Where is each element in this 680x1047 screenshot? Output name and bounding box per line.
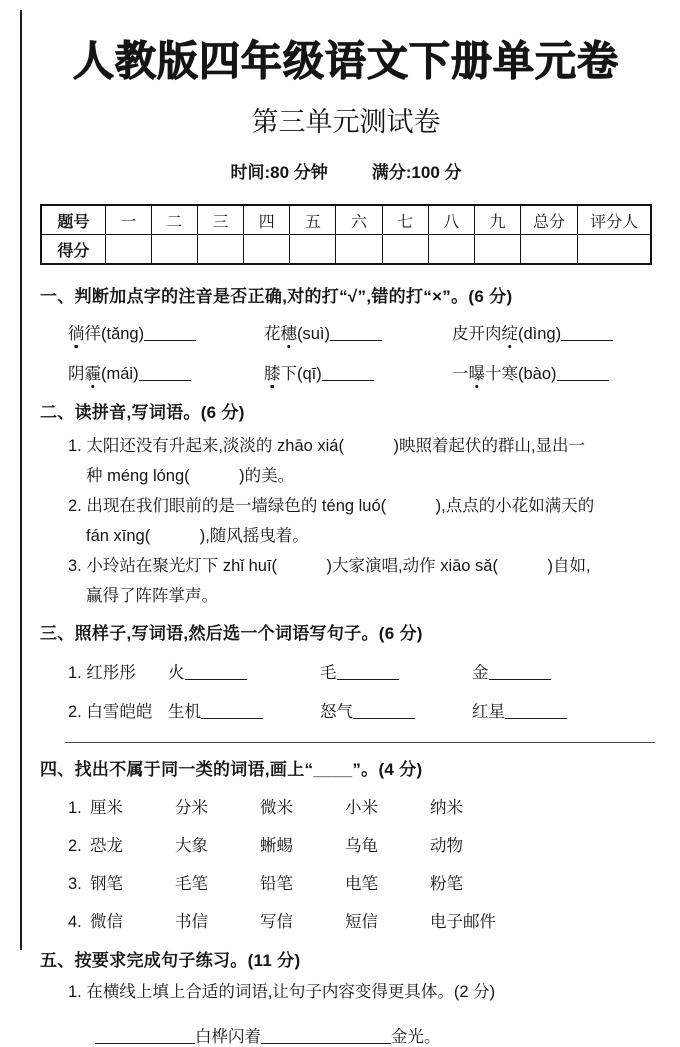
score-cell: [290, 235, 336, 265]
score-cell: [474, 235, 520, 265]
answer-blank: [353, 714, 415, 719]
score-table: [40, 204, 652, 265]
paper-meta: [40, 158, 652, 183]
word-option: 动物: [430, 837, 463, 856]
word-option: 电笔: [345, 875, 378, 894]
word-option: 大象: [175, 837, 208, 856]
pinyin-check-item: 膝下(qī): [264, 360, 452, 384]
word-option: 电子邮件: [430, 913, 496, 932]
question-line: 1. 在横线上填上合适的词语,让句子内容变得更具体。(2 分): [68, 983, 496, 1002]
dotted-char: 绽: [502, 320, 519, 344]
word-option: 微信: [90, 913, 123, 932]
word-pattern-row: [40, 659, 652, 683]
row-number: 2.: [68, 837, 82, 856]
answer-blank: [489, 675, 551, 680]
section1-heading: 一、判断加点字的注音是否正确,对的打“√”,错的打“×”。(6 分): [40, 287, 513, 307]
question-line: 赢得了阵阵掌声。: [86, 587, 218, 606]
answer-blank: [322, 376, 374, 381]
pinyin-check-item: 徜徉(tǎng): [68, 320, 264, 344]
section2-items: [40, 431, 652, 611]
section5-heading: 五、按要求完成句子练习。(11 分): [40, 951, 301, 971]
word-option: 厘米: [90, 799, 123, 818]
col-header: 三: [197, 205, 243, 235]
dotted-char: 穗: [281, 320, 298, 344]
paper-title: 人教版四年级语文下册单元卷: [73, 38, 619, 84]
col-header: 八: [428, 205, 474, 235]
answer-blank: [261, 1039, 391, 1044]
score-cell: [197, 235, 243, 265]
odd-one-out-row: [40, 794, 652, 818]
col-header: 一: [105, 205, 151, 235]
answer-blank: [144, 336, 196, 341]
section3-heading: 三、照样子,写词语,然后选一个词语写句子。(6 分): [40, 624, 423, 644]
score-cell: [244, 235, 290, 265]
score-cell: [151, 235, 197, 265]
answer-blank: [185, 675, 247, 680]
word-stem: 红星: [472, 703, 505, 722]
section4-heading: 四、找出不属于同一类的词语,画上“____”。(4 分): [40, 760, 423, 780]
word-option: 书信: [175, 913, 208, 932]
word-stem: 生机: [168, 703, 201, 722]
fill-text: 金光。: [391, 1028, 441, 1047]
col-header: 七: [382, 205, 428, 235]
col-header: 六: [336, 205, 382, 235]
dotted-char: 霾: [85, 360, 102, 384]
word-option: 乌龟: [345, 837, 378, 856]
answer-blank: [201, 714, 263, 719]
score-table-header-row: [41, 205, 651, 235]
row-number: 4.: [68, 913, 82, 932]
page-left-margin-rule: [20, 10, 22, 950]
col-header: 二: [151, 205, 197, 235]
dotted-char: 膝: [264, 360, 281, 384]
col-header: 五: [290, 205, 336, 235]
word-option: 分米: [175, 799, 208, 818]
paper-subtitle: 第三单元测试卷: [251, 107, 441, 138]
answer-blank: [561, 336, 613, 341]
pinyin-check-item: 花穗(suì): [264, 320, 452, 344]
word-option: 恐龙: [90, 837, 123, 856]
question-line: 3. 小玲站在聚光灯下 zhǐ huī( )大家演唱,动作 xiāo sǎ( )自如,: [68, 557, 591, 576]
odd-one-out-row: [40, 908, 652, 932]
col-header: 四: [244, 205, 290, 235]
pinyin-check-item: 皮开肉绽(dìng): [452, 320, 652, 344]
word-option: 纳米: [430, 799, 463, 818]
score-cell: [336, 235, 382, 265]
paper-header: [40, 0, 652, 183]
question-line: 种 méng lóng( )的美。: [86, 467, 295, 486]
score-cell-total: [520, 235, 577, 265]
pinyin-check-item: 阴霾(mái): [68, 360, 264, 384]
pinyin-check-item: 一曝十寒(bào): [452, 360, 652, 384]
section1-items: [40, 320, 652, 384]
answer-blank: [505, 714, 567, 719]
row-number: 3.: [68, 875, 82, 894]
word-option: 毛笔: [175, 875, 208, 894]
answer-blank: [330, 336, 382, 341]
answer-blank: [337, 675, 399, 680]
time-limit: 时间:80 分钟: [230, 163, 328, 183]
word-option: 写信: [260, 913, 293, 932]
word-option: 钢笔: [90, 875, 123, 894]
odd-one-out-row: [40, 870, 652, 894]
score-cell-grader: [578, 235, 651, 265]
col-header-grader: 评分人: [578, 205, 651, 235]
question-line: 1. 太阳还没有升起来,淡淡的 zhāo xiá( )映照着起伏的群山,显出一: [68, 437, 586, 456]
score-cell: [428, 235, 474, 265]
dotted-char: 徜: [68, 320, 85, 344]
row-number: 1.: [68, 799, 82, 818]
question-line: fán xīng( ),随风摇曳着。: [86, 527, 309, 546]
word-option: 铅笔: [260, 875, 293, 894]
col-header-total: 总分: [520, 205, 577, 235]
full-score: 满分:100 分: [371, 163, 462, 183]
test-paper: [40, 0, 652, 1047]
word-option: 蜥蜴: [260, 837, 293, 856]
question-line: 2. 出现在我们眼前的是一墙绿色的 téng luó( ),点点的小花如满天的: [68, 497, 595, 516]
word-option: 微米: [260, 799, 293, 818]
word-stem: 金: [472, 664, 489, 683]
word-stem: 火: [168, 664, 185, 683]
score-table-corner: 题号: [41, 205, 105, 235]
score-table-score-row: [41, 235, 651, 265]
score-cell: [105, 235, 151, 265]
score-row-label: 得分: [41, 235, 105, 265]
section2-heading: 二、读拼音,写词语。(6 分): [40, 403, 245, 423]
col-header: 九: [474, 205, 520, 235]
answer-blank: [139, 376, 191, 381]
answer-blank: [557, 376, 609, 381]
fill-text: 白桦闪着: [195, 1028, 261, 1047]
word-pattern-row: [40, 698, 652, 722]
example-word: 1. 红彤彤: [68, 664, 136, 683]
section-divider-line: [65, 742, 655, 743]
word-stem: 毛: [320, 664, 337, 683]
word-option: 短信: [345, 913, 378, 932]
word-stem: 怒气: [320, 703, 353, 722]
word-option: 粉笔: [430, 875, 463, 894]
word-option: 小米: [345, 799, 378, 818]
sentence-fill-line: [40, 1023, 652, 1047]
score-cell: [382, 235, 428, 265]
answer-blank: [95, 1039, 195, 1044]
example-word: 2. 白雪皑皑: [68, 703, 153, 722]
odd-one-out-row: [40, 832, 652, 856]
dotted-char: 曝: [469, 360, 486, 384]
